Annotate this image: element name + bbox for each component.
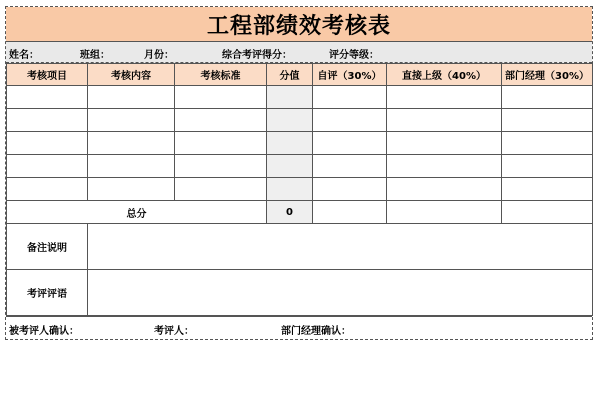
col-header-item: 考核项目 [7, 64, 88, 86]
evaluation-row [7, 270, 593, 316]
col-header-manager: 部门经理（30%） [502, 64, 593, 86]
remarks-field[interactable] [88, 224, 593, 270]
cell[interactable] [502, 86, 593, 109]
total-row [7, 201, 593, 224]
col-header-score: 分值 [267, 64, 313, 86]
grade-label: 评分等级： [329, 50, 379, 61]
name-label: 姓名： [9, 50, 39, 61]
manager-confirm-label: 部门经理确认： [281, 326, 351, 337]
cell[interactable] [313, 132, 387, 155]
cell[interactable] [313, 201, 387, 224]
table-row [7, 178, 593, 201]
cell[interactable] [175, 132, 267, 155]
total-label: 总分 [7, 201, 267, 224]
remarks-row [7, 224, 593, 270]
signature-row [6, 316, 592, 339]
cell[interactable] [502, 178, 593, 201]
cell[interactable] [387, 155, 502, 178]
title-bar [6, 7, 592, 42]
sheet-title: 工程部绩效考核表 [206, 13, 391, 39]
cell[interactable] [7, 178, 88, 201]
evaluation-label: 考评评语 [7, 270, 88, 316]
cell[interactable] [387, 86, 502, 109]
table-row [7, 132, 593, 155]
cell[interactable] [387, 201, 502, 224]
cell[interactable] [387, 109, 502, 132]
col-header-content: 考核内容 [88, 64, 175, 86]
score-cell[interactable] [267, 86, 313, 109]
score-cell[interactable] [267, 132, 313, 155]
cell[interactable] [88, 178, 175, 201]
cell[interactable] [387, 132, 502, 155]
cell[interactable] [387, 178, 502, 201]
cell[interactable] [502, 132, 593, 155]
info-row [6, 42, 592, 63]
remarks-label: 备注说明 [7, 224, 88, 270]
cell[interactable] [7, 109, 88, 132]
performance-sheet [5, 6, 593, 340]
overall-score-label: 综合考评得分： [222, 50, 292, 61]
score-cell[interactable] [267, 178, 313, 201]
cell[interactable] [313, 155, 387, 178]
cell[interactable] [502, 155, 593, 178]
cell[interactable] [502, 201, 593, 224]
team-label: 班组： [80, 50, 110, 61]
table-row [7, 109, 593, 132]
cell[interactable] [7, 155, 88, 178]
examiner-label: 考评人： [154, 326, 194, 337]
cell[interactable] [175, 109, 267, 132]
cell[interactable] [313, 109, 387, 132]
cell[interactable] [7, 86, 88, 109]
score-cell[interactable] [267, 109, 313, 132]
col-header-supervisor: 直接上级（40%） [387, 64, 502, 86]
table-row [7, 86, 593, 109]
cell[interactable] [88, 109, 175, 132]
col-header-standard: 考核标准 [175, 64, 267, 86]
assessment-table [6, 63, 593, 316]
cell[interactable] [7, 132, 88, 155]
cell[interactable] [88, 132, 175, 155]
col-header-self: 自评（30%） [313, 64, 387, 86]
score-cell[interactable] [267, 155, 313, 178]
cell[interactable] [313, 178, 387, 201]
cell[interactable] [88, 155, 175, 178]
table-header [7, 64, 593, 86]
table-row [7, 155, 593, 178]
cell[interactable] [313, 86, 387, 109]
examinee-confirm-label: 被考评人确认： [9, 326, 79, 337]
month-label: 月份： [144, 50, 174, 61]
evaluation-field[interactable] [88, 270, 593, 316]
cell[interactable] [175, 155, 267, 178]
cell[interactable] [175, 178, 267, 201]
total-value: 0 [267, 201, 313, 224]
cell[interactable] [88, 86, 175, 109]
cell[interactable] [175, 86, 267, 109]
cell[interactable] [502, 109, 593, 132]
